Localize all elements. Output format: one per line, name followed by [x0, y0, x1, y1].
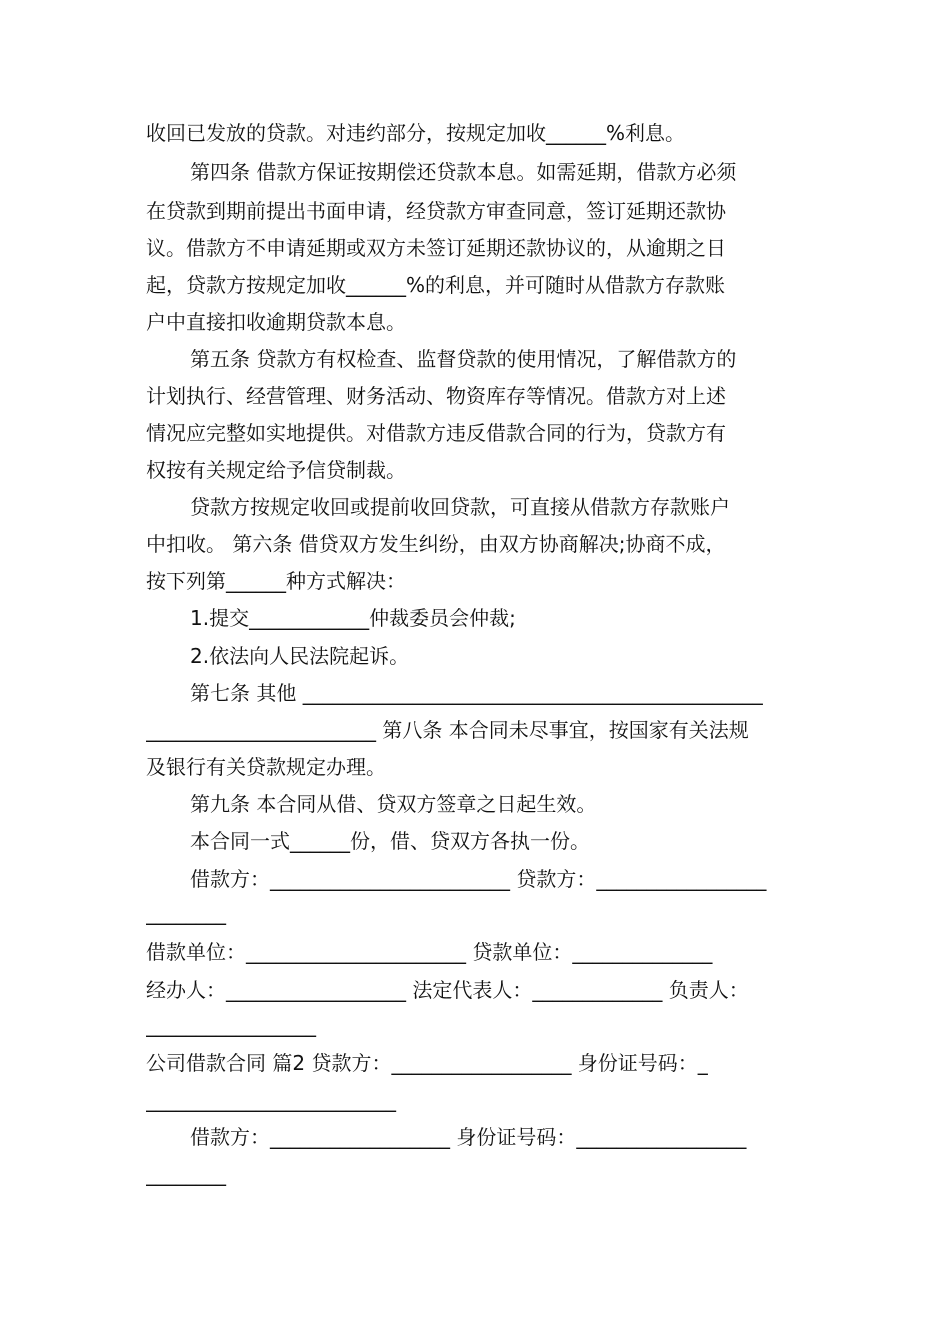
signature-line: 经办人：__________________ 法定代表人：_____________ 负责人：	[146, 978, 749, 1002]
text-line: 起，贷款方按规定加收______%的利息，并可随时从借款方存款账	[146, 273, 726, 297]
text-line: 权按有关规定给予信贷制裁。	[146, 458, 406, 482]
text-line: 借款方：__________________ 身份证号码：_________________	[190, 1125, 747, 1149]
text-line: 情况应完整如实地提供。对借款方违反借款合同的行为，贷款方有	[146, 421, 726, 445]
text-line: 2.依法向人民法院起诉。	[190, 644, 410, 668]
signature-line: 借款方：________________________ 贷款方：_________________	[190, 867, 767, 891]
text-line: 本合同一式______份，借、贷双方各执一份。	[190, 829, 590, 853]
text-line: 贷款方按规定收回或提前收回贷款，可直接从借款方存款账户	[190, 495, 730, 519]
text-line: 第九条 本合同从借、贷双方签章之日起生效。	[190, 792, 597, 816]
text-line: ________	[146, 1162, 226, 1186]
text-line: 按下列第______种方式解决：	[146, 569, 406, 593]
text-line: _______________________ 第八条 本合同未尽事宜，按国家有关法规	[146, 718, 749, 742]
text-line: 户中直接扣收逾期贷款本息。	[146, 310, 406, 334]
text-line: 第五条 贷款方有权检查、监督贷款的使用情况，了解借款方的	[190, 347, 737, 371]
text-line: 第四条 借款方保证按期偿还贷款本息。如需延期，借款方必须	[190, 160, 737, 184]
text-line: 议。借款方不申请延期或双方未签订延期还款协议的，从逾期之日	[146, 236, 726, 260]
text-line: 及银行有关贷款规定办理。	[146, 755, 386, 779]
signature-line: ________	[146, 901, 226, 925]
signature-line: _________________	[146, 1013, 316, 1037]
text-line: _________________________	[146, 1088, 396, 1112]
text-line: 1.提交____________仲裁委员会仲裁;	[190, 606, 516, 630]
signature-line: 借款单位：______________________ 贷款单位：______________	[146, 940, 713, 964]
text-line: 中扣收。 第六条 借贷双方发生纠纷，由双方协商解决;协商不成，	[146, 532, 726, 556]
text-line: 第七条 其他 ______________________________________________	[190, 681, 763, 705]
text-line: 计划执行、经营管理、财务活动、物资库存等情况。借款方对上述	[146, 384, 726, 408]
section-heading-line: 公司借款合同 篇2 贷款方：__________________ 身份证号码：_	[146, 1051, 708, 1075]
text-line: 收回已发放的贷款。对违约部分，按规定加收______%利息。	[146, 121, 686, 145]
text-line: 在贷款到期前提出书面申请，经贷款方审查同意，签订延期还款协	[146, 199, 726, 223]
